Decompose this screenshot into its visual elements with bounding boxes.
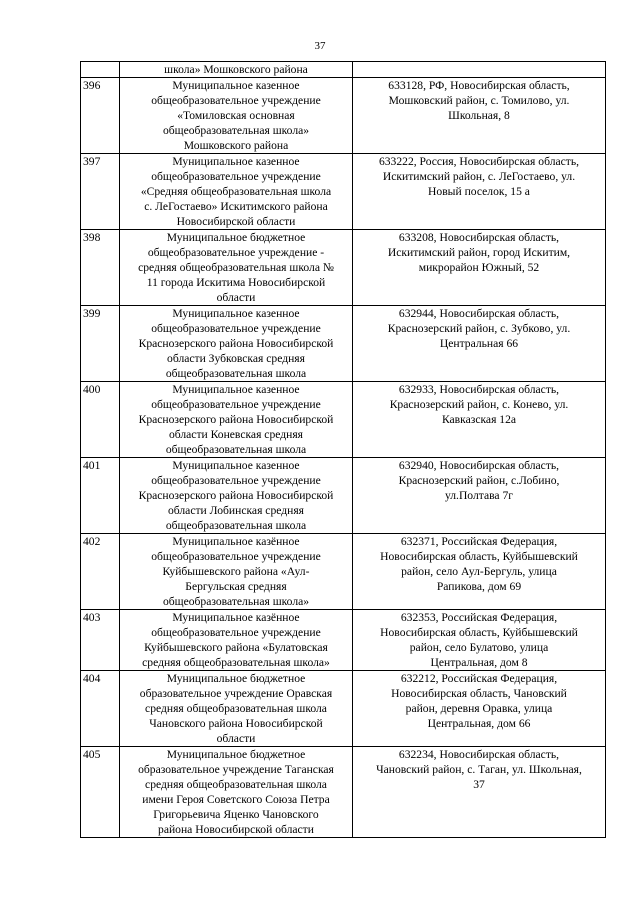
address-line: Кавказская 12а	[441, 413, 517, 426]
institution-name-line: Краснозерского района Новосибирской	[138, 413, 334, 426]
institution-name-line: общеобразовательное учреждение	[151, 94, 321, 107]
institution-name-line: Новосибирской области	[176, 215, 296, 228]
address-cell	[353, 154, 606, 230]
address-line: Новосибирская область, Куйбышевский	[380, 626, 578, 639]
address-cell	[353, 306, 606, 382]
institution-name-line: образовательное учреждение Таганская	[138, 763, 334, 776]
institution-name-cell	[120, 671, 353, 747]
institution-name-line: Муниципальное казенное	[172, 459, 300, 472]
address-cell	[353, 610, 606, 671]
table-row	[81, 230, 606, 306]
institution-name-line: общеобразовательное учреждение	[151, 474, 321, 487]
institution-name-cell	[120, 306, 353, 382]
institution-name-line: области Коневская средняя	[168, 428, 304, 441]
row-number: 397	[81, 154, 120, 230]
institution-name-line: района Новосибирской области	[158, 823, 314, 836]
row-number	[81, 62, 120, 78]
address-cell	[353, 230, 606, 306]
institution-name-line: Краснозерского района Новосибирской	[138, 337, 334, 350]
address-line: 37	[473, 778, 485, 791]
institution-name-line: Бергульская средняя	[185, 580, 287, 593]
row-number: 401	[81, 458, 120, 534]
address-line: Краснозерский район, с.Лобино,	[398, 474, 560, 487]
institution-name-cell	[120, 610, 353, 671]
address-line: 633208, Новосибирская область,	[398, 231, 560, 244]
address-line: Центральная 66	[439, 337, 519, 350]
address-line: 632940, Новосибирская область,	[398, 459, 560, 472]
address-cell	[353, 747, 606, 838]
address-cell	[353, 78, 606, 154]
address-cell	[353, 382, 606, 458]
address-cell	[353, 458, 606, 534]
institution-name-cell	[120, 382, 353, 458]
institution-name-line: Муниципальное казенное	[172, 383, 300, 396]
address-line: 632933, Новосибирская область,	[398, 383, 560, 396]
institution-name-line: общеобразовательная школа»	[162, 595, 310, 608]
institution-name-cell	[120, 230, 353, 306]
institution-name-line: Муниципальное казенное	[172, 307, 300, 320]
institution-name-line: средняя общеобразовательная школа	[145, 778, 327, 791]
institution-name-line: области	[216, 291, 256, 304]
address-cell	[353, 534, 606, 610]
address-line: Центральная, дом 8	[430, 656, 528, 669]
institution-name-cell	[120, 747, 353, 838]
institution-name-line: области Лобинская средняя	[167, 504, 305, 517]
institution-name-line: Муниципальное бюджетное	[166, 672, 306, 685]
institution-name-line: Муниципальное бюджетное	[166, 231, 306, 244]
table-row	[81, 62, 606, 78]
institution-name-line: общеобразовательная школа»	[162, 124, 310, 137]
institution-name-line: Муниципальное казённое	[172, 611, 300, 624]
institution-name-line: общеобразовательное учреждение	[151, 322, 321, 335]
row-number: 399	[81, 306, 120, 382]
institution-name-line: Муниципальное казённое	[172, 535, 300, 548]
institution-name-line: Муниципальное бюджетное	[166, 748, 306, 761]
address-line: 632234, Новосибирская область,	[398, 748, 560, 761]
table-row	[81, 306, 606, 382]
address-line: 633222, Россия, Новосибирская область,	[378, 155, 580, 168]
institution-name-line: общеобразовательное учреждение	[151, 550, 321, 563]
institution-name-line: области Зубковская средняя	[167, 352, 305, 365]
address-line: Искитимский район, с. ЛеГостаево, ул.	[382, 170, 576, 183]
row-number: 400	[81, 382, 120, 458]
table-row	[81, 458, 606, 534]
address-line: Краснозерский район, с. Конево, ул.	[389, 398, 569, 411]
address-cell	[353, 671, 606, 747]
table-row	[81, 671, 606, 747]
table-row	[81, 382, 606, 458]
table-row	[81, 534, 606, 610]
institution-name-line: Краснозерского района Новосибирской	[138, 489, 334, 502]
row-number: 398	[81, 230, 120, 306]
institution-name-cell	[120, 534, 353, 610]
institution-name-line: 11 города Искитима Новосибирской	[146, 276, 326, 289]
address-line: Мошковский район, с. Томилово, ул.	[388, 94, 570, 107]
address-line: 632212, Российская Федерация,	[400, 672, 558, 685]
schools-table	[80, 61, 606, 838]
table-row	[81, 610, 606, 671]
address-line: Центральная, дом 66	[427, 717, 531, 730]
institution-name-line: Муниципальное казенное	[172, 79, 300, 92]
institution-name-line: образовательное учреждение Оравская	[139, 687, 333, 700]
address-line: Новосибирская область, Чановский	[391, 687, 567, 700]
address-line: район, село Аул-Бергуль, улица	[401, 565, 557, 578]
institution-name-line: средняя общеобразовательная школа»	[142, 656, 330, 669]
address-line: район, село Булатово, улица	[409, 641, 549, 654]
institution-name-cell	[120, 154, 353, 230]
address-line: Искитимский район, город Искитим,	[387, 246, 571, 259]
table-row	[81, 154, 606, 230]
institution-name-line: школа» Мошковского района	[164, 63, 308, 76]
institution-name-line: общеобразовательное учреждение -	[147, 246, 325, 259]
institution-name-line: средняя общеобразовательная школа	[145, 702, 327, 715]
institution-name-line: общеобразовательное учреждение	[151, 398, 321, 411]
institution-name-line: «Средняя общеобразовательная школа	[140, 185, 332, 198]
row-number: 402	[81, 534, 120, 610]
institution-name-line: с. ЛеГостаево» Искитимского района	[144, 200, 328, 213]
address-line: 632353, Российская Федерация,	[400, 611, 558, 624]
address-cell	[353, 62, 606, 78]
institution-name-line: общеобразовательное учреждение	[151, 626, 321, 639]
institution-name-line: «Томиловская основная	[177, 109, 295, 122]
table-row	[81, 78, 606, 154]
table-row	[81, 747, 606, 838]
institution-name-line: Чановского района Новосибирской	[149, 717, 323, 730]
address-line: Школьная, 8	[448, 109, 510, 122]
institution-name-line: имени Героя Советского Союза Петра	[142, 793, 330, 806]
institution-name-line: Куйбышевского района «Аул-	[162, 565, 310, 578]
address-line: район, деревня Оравка, улица	[405, 702, 553, 715]
institution-name-line: общеобразовательная школа	[165, 443, 307, 456]
address-line: Чановский район, с. Таган, ул. Школьная,	[376, 763, 582, 776]
row-number: 403	[81, 610, 120, 671]
address-line: ул.Полтава 7г	[444, 489, 514, 502]
institution-name-cell	[120, 78, 353, 154]
institution-name-cell	[120, 62, 353, 78]
institution-name-line: Мошковского района	[183, 139, 289, 152]
institution-name-line: средняя общеобразовательная школа №	[138, 261, 334, 274]
institution-name-line: Григорьевича Яценко Чановского	[153, 808, 319, 821]
institution-name-line: области	[216, 732, 256, 745]
row-number: 396	[81, 78, 120, 154]
address-line: Новосибирская область, Куйбышевский	[380, 550, 578, 563]
institution-name-line: общеобразовательное учреждение	[151, 170, 321, 183]
address-line: микрорайон Южный, 52	[418, 261, 540, 274]
row-number: 405	[81, 747, 120, 838]
address-line: 632944, Новосибирская область,	[398, 307, 560, 320]
row-number: 404	[81, 671, 120, 747]
address-line: Рапикова, дом 69	[436, 580, 522, 593]
institution-name-line: Муниципальное казенное	[172, 155, 300, 168]
address-line: Краснозерский район, с. Зубково, ул.	[387, 322, 571, 335]
institution-name-line: общеобразовательная школа	[165, 519, 307, 532]
address-line: Новый поселок, 15 а	[428, 185, 530, 198]
address-line: 632371, Российская Федерация,	[400, 535, 558, 548]
address-line: 633128, РФ, Новосибирская область,	[388, 79, 570, 92]
page-number: 37	[314, 40, 326, 52]
institution-name-line: общеобразовательная школа	[165, 367, 307, 380]
institution-name-line: Куйбышевского района «Булатовская	[144, 641, 328, 654]
institution-name-cell	[120, 458, 353, 534]
